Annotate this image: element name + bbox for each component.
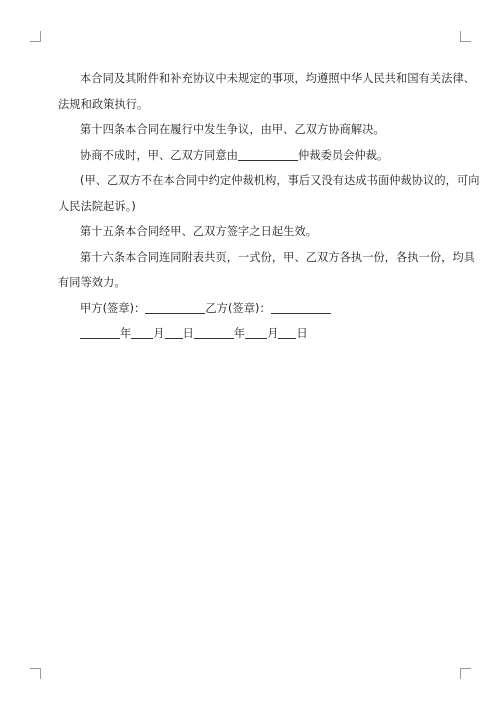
date-line (58, 321, 438, 347)
paragraph-1-line-1: 本合同及其附件和补充协议中未规定的事项，均遵照中华人民共和国有关法律、 (80, 72, 476, 85)
paragraph-article-14: 第十四条本合同在履行中发生争议，由甲、乙双方协商解决。 (80, 123, 385, 136)
party-b-day-blank[interactable] (278, 325, 296, 339)
party-a-year-blank[interactable] (80, 325, 120, 339)
arbitration-text-before: 协商不成时，甲、乙双方同意由 (80, 148, 239, 162)
party-a-month-label: 月 (153, 327, 165, 340)
party-a-month-blank[interactable] (131, 325, 153, 339)
paragraph-court-note-line-1: (甲、乙双方不在本合同中约定仲裁机构，事后又没有达成书面仲裁协议的，可向 (80, 174, 480, 187)
paragraph-court-note-line-2: 人民法院起诉。) (58, 199, 136, 213)
document-body (58, 66, 480, 347)
signature-line (58, 296, 438, 322)
crop-mark-bottom-right (460, 668, 471, 679)
party-b-label: 乙方(签章)： (205, 301, 271, 315)
paragraph-arbitration (58, 143, 438, 169)
party-b-year-label: 年 (233, 327, 246, 340)
paragraph-article-15: 第十五条本合同经甲、乙双方签字之日起生效。 (80, 225, 318, 238)
party-a-year-label: 年 (120, 327, 132, 340)
party-b-month-label: 月 (267, 327, 279, 340)
party-b-year-blank[interactable] (194, 325, 234, 339)
paragraph-article-16-line-1: 第十六条本合同连同附表共页，一式份，甲、乙双方各执一份，各执一份，均具 (80, 250, 476, 264)
arbitration-text-after: 仲裁委员会仲裁。 (298, 148, 389, 162)
party-b-month-blank[interactable] (245, 325, 267, 339)
party-b-signature-blank[interactable] (271, 300, 331, 314)
crop-mark-top-left (30, 31, 41, 42)
party-a-day-label: 日 (182, 327, 194, 340)
paragraph-article-16-line-2: 有同等效力。 (58, 276, 126, 289)
crop-mark-bottom-left (30, 668, 41, 679)
party-a-day-blank[interactable] (165, 325, 183, 339)
paragraph-1-line-2: 法规和政策执行。 (58, 97, 149, 111)
party-a-signature-blank[interactable] (145, 300, 205, 314)
party-a-label: 甲方(签章)： (80, 301, 146, 315)
crop-mark-top-right (460, 31, 471, 42)
arbitration-committee-blank[interactable] (238, 147, 298, 161)
party-b-day-label: 日 (296, 327, 308, 340)
